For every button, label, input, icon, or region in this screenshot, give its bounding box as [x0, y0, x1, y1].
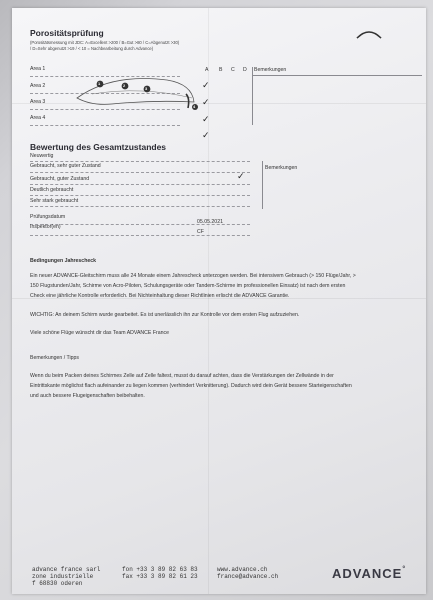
condition-remarks-label: Bemerkungen — [265, 165, 298, 171]
footer-company-line: f 68830 oderen — [32, 580, 83, 587]
tips-line: Eintrittskante möglichst flach aufeinander zu liegen kommen (verhindert Verknitterung). Dadurch wird dein Gerät bessere Starteigenschaften — [30, 383, 352, 389]
footer-company-line: zone industrielle — [32, 573, 94, 580]
test-date-label: Prüfungsdatum — [30, 214, 66, 220]
grade-letter-a: A — [205, 67, 209, 73]
wing-profile-diagram — [72, 68, 207, 118]
footer-website: www.advance.ch — [217, 566, 268, 573]
grade-letter-d: D — [243, 67, 247, 73]
footer-company-line: advance france sarl — [32, 566, 101, 573]
porosity-note-1: (Porositätsmessung mit JDC: A=Excellent >200 / B=Gut >80 / C=Abgenutzt >30) — [30, 40, 180, 45]
tips-line: Wenn du beim Packen deines Schirmes Zelle auf Zelle faltest, musst du darauf achten, dass die Verstärkungen der Zellwände in der — [30, 373, 334, 379]
conditions-title: Bedingungen Jahrescheck — [30, 258, 97, 264]
document-sheet — [12, 8, 426, 594]
area-label-2: Area 2 — [30, 83, 46, 89]
logo-mark: ° — [402, 566, 407, 573]
conditions-line: 150 Flugstunden/Jahr, Schirme von Acro-Piloten, Schulungsgeräte oder Tandem-Schirme im professionellen Einsatz) ist nach dem ersten — [30, 283, 346, 289]
conditions-line: Check eine jährliche Kontrolle erforderlich. Bei Nichteinhaltung dieser Richtlinien erlischt die ADVANCE Garantie. — [30, 293, 290, 299]
area-label-4: Area 4 — [30, 115, 46, 121]
footer-fax: fax +33 3 89 82 61 23 — [122, 573, 198, 580]
condition-option: Gebraucht, guter Zustand — [30, 176, 90, 182]
area-mark-2: 2 — [123, 83, 126, 88]
check-icon: ✓ — [202, 115, 210, 125]
footer-phone: fon +33 3 89 82 63 83 — [122, 566, 198, 573]
remarks-label: Bemerkungen — [254, 67, 287, 73]
porosity-note-2: / D=Sehr abgenutzt >19 / < 10 = Nachbearbeitung durch Advance) — [30, 46, 154, 51]
logo-text: ADVANCE — [332, 566, 403, 581]
area-label-3: Area 3 — [30, 99, 46, 105]
inspector-value: CF — [197, 229, 204, 235]
condition-option: Gebraucht, sehr guter Zustand — [30, 163, 101, 169]
inspector-label: Inspektor(en) — [30, 224, 61, 230]
footer-email: france@advance.ch — [217, 573, 279, 580]
area-label-1: Area 1 — [30, 66, 46, 72]
page-title: Porositätsprüfung — [30, 28, 104, 38]
area-mark-4: 4 — [193, 104, 196, 109]
condition-check-icon: ✓ — [237, 172, 245, 182]
area-mark-1: 1 — [98, 81, 101, 86]
remarks-tips-title: Bemerkungen / Tipps — [30, 355, 80, 361]
tips-line: und auch bessere Flugeigenschaften beibehalten. — [30, 393, 145, 399]
grade-letter-c: C — [231, 67, 235, 73]
condition-option: Neuwertig — [30, 153, 54, 159]
condition-title: Bewertung des Gesamtzustandes — [30, 142, 167, 152]
check-icon: ✓ — [202, 81, 210, 91]
wing-logo-icon — [354, 28, 384, 42]
condition-option: Sehr stark gebraucht — [30, 198, 79, 204]
check-icon: ✓ — [202, 98, 210, 108]
condition-option: Deutlich gebraucht — [30, 187, 74, 193]
conditions-line: Ein neuer ADVANCE-Gleitschirm muss alle 24 Monate einem Jahrescheck unterzogen werden. Bei intensivem Gebrauch (> 150 Flüge/Jahr, > — [30, 273, 356, 279]
warning-text: WICHTIG: An deinem Schirm wurde gearbeitet. Es ist unerlässlich ihn zur Kontrolle vor dem ersten Flug aufzuziehen. — [30, 312, 300, 318]
area-mark-3: 3 — [145, 86, 148, 91]
test-date-value: 05.05.2021 — [197, 219, 223, 225]
advance-logo — [332, 566, 406, 581]
wishes-text: Viele schöne Flüge wünscht dir das Team ADVANCE France — [30, 330, 169, 336]
grade-letter-b: B — [219, 67, 223, 73]
check-icon: ✓ — [202, 131, 210, 141]
